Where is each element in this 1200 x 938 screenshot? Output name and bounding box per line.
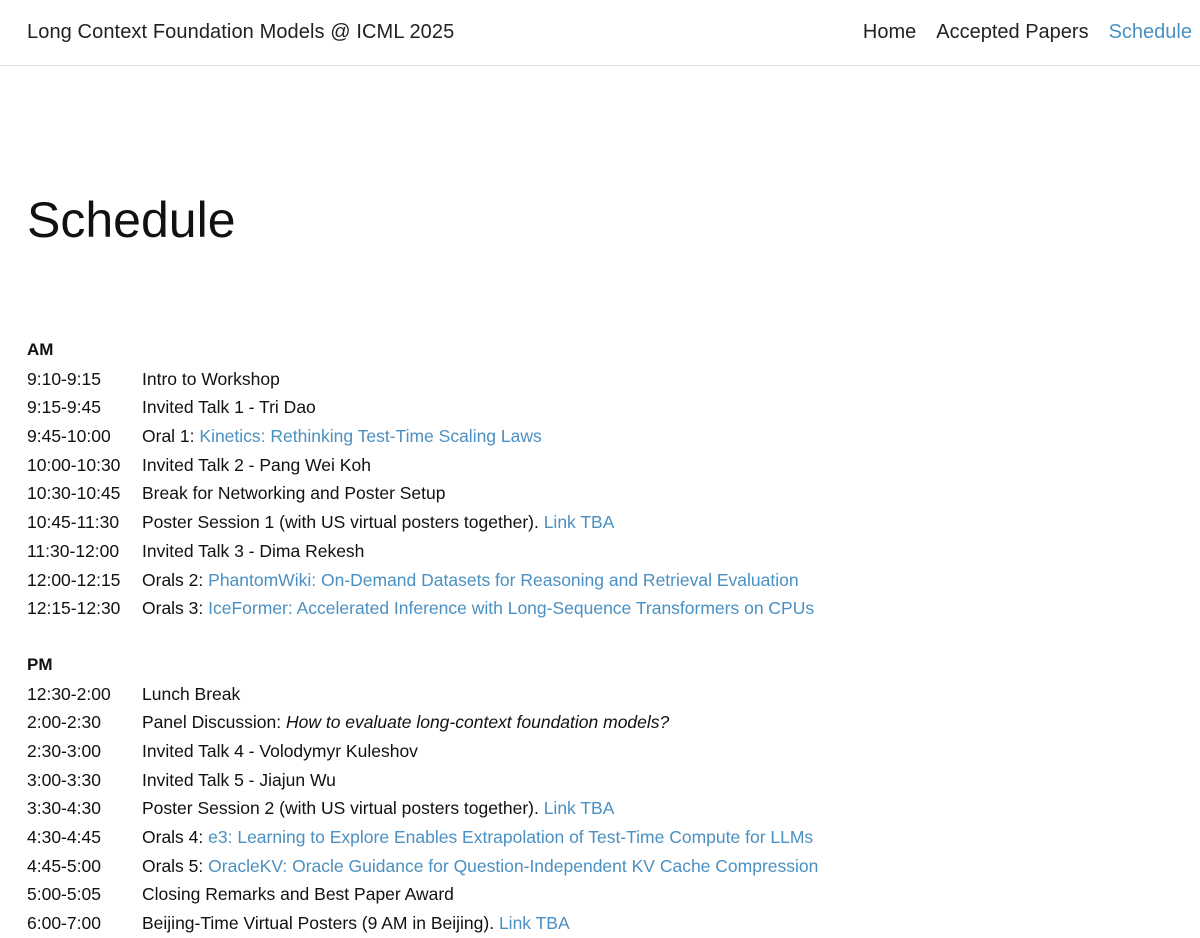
time-slot: 4:30-4:45 bbox=[27, 827, 101, 847]
nav-schedule[interactable]: Schedule bbox=[1108, 21, 1192, 43]
schedule-row bbox=[27, 393, 1200, 422]
event-description bbox=[142, 794, 614, 823]
time-slot: 12:00-12:15 bbox=[27, 569, 121, 590]
schedule-row bbox=[27, 852, 1200, 881]
schedule-row bbox=[27, 479, 1200, 508]
site-title-link[interactable]: Long Context Foundation Models @ ICML 2025 bbox=[27, 21, 455, 43]
main-content bbox=[0, 192, 1200, 938]
schedule-row bbox=[27, 566, 1200, 595]
event-text: Lunch Break bbox=[142, 683, 241, 704]
event-link[interactable]: OracleKV: Oracle Guidance for Question-Independent KV Cache Compression bbox=[208, 855, 819, 876]
event-link[interactable]: IceFormer: Accelerated Inference with Long-Sequence Transformers on CPUs bbox=[208, 598, 815, 619]
main-nav bbox=[863, 21, 1192, 44]
event-text: Poster Session 1 (with US virtual posters together). bbox=[142, 512, 544, 533]
schedule-row bbox=[27, 451, 1200, 480]
time-slot: 5:00-5:05 bbox=[27, 884, 101, 905]
event-description bbox=[142, 708, 669, 737]
event-text: Orals 4: bbox=[142, 827, 209, 847]
event-text: Orals 5: bbox=[142, 855, 209, 876]
schedule-section-pm bbox=[27, 651, 1200, 938]
event-link[interactable]: PhantomWiki: On-Demand Datasets for Reasoning and Retrieval Evaluation bbox=[208, 569, 799, 590]
time-slot: 4:45-5:00 bbox=[27, 855, 101, 876]
event-description bbox=[142, 737, 418, 766]
event-text: Panel Discussion: bbox=[142, 712, 286, 733]
event-text: Break for Networking and Poster Setup bbox=[142, 483, 446, 504]
schedule-row bbox=[27, 909, 1200, 938]
event-text: Intro to Workshop bbox=[142, 368, 280, 389]
time-slot: 3:00-3:30 bbox=[27, 769, 101, 790]
schedule-table bbox=[27, 336, 1200, 938]
schedule-row bbox=[27, 508, 1200, 537]
event-text: Invited Talk 2 - Pang Wei Koh bbox=[142, 454, 371, 475]
schedule-row bbox=[27, 823, 1200, 852]
event-link[interactable]: e3: Learning to Explore Enables Extrapolation of Test-Time Compute for LLMs bbox=[208, 827, 814, 847]
event-text: Poster Session 2 (with US virtual posters together). bbox=[142, 798, 544, 819]
event-description bbox=[142, 909, 570, 938]
time-slot: 10:30-10:45 bbox=[27, 483, 121, 504]
schedule-row bbox=[27, 537, 1200, 566]
event-text: Beijing-Time Virtual Posters (9 AM in Beijing). bbox=[142, 913, 499, 934]
event-text: Invited Talk 3 - Dima Rekesh bbox=[142, 540, 365, 561]
nav-accepted-papers[interactable]: Accepted Papers bbox=[936, 21, 1089, 43]
schedule-row bbox=[27, 365, 1200, 394]
time-slot: 10:45-11:30 bbox=[27, 512, 120, 533]
time-slot: 10:00-10:30 bbox=[27, 454, 121, 475]
event-link[interactable]: Kinetics: Rethinking Test-Time Scaling Laws bbox=[199, 426, 542, 447]
time-slot: 11:30-12:00 bbox=[27, 540, 120, 561]
nav-home[interactable]: Home bbox=[862, 21, 917, 43]
schedule-row bbox=[27, 737, 1200, 766]
schedule-row bbox=[27, 680, 1200, 709]
event-text: Invited Talk 1 - Tri Dao bbox=[142, 397, 316, 418]
section-heading: PM bbox=[27, 654, 53, 674]
event-emphasis: How to evaluate long-context foundation models? bbox=[285, 712, 670, 733]
event-description bbox=[142, 365, 280, 394]
top-navbar bbox=[0, 0, 1200, 66]
event-description bbox=[142, 566, 799, 595]
time-slot: 3:30-4:30 bbox=[27, 798, 101, 819]
schedule-section-am bbox=[27, 336, 1200, 623]
time-slot: 12:30-2:00 bbox=[27, 683, 111, 704]
section-heading: AM bbox=[27, 340, 54, 359]
event-description bbox=[142, 508, 614, 537]
event-text: Orals 3: bbox=[142, 598, 209, 619]
event-description bbox=[142, 479, 446, 508]
event-text: Closing Remarks and Best Paper Award bbox=[142, 884, 454, 905]
schedule-row bbox=[27, 794, 1200, 823]
time-slot: 9:45-10:00 bbox=[27, 426, 111, 447]
event-text: Invited Talk 4 - Volodymyr Kuleshov bbox=[142, 740, 418, 761]
schedule-row bbox=[27, 422, 1200, 451]
event-description bbox=[142, 594, 814, 623]
event-description bbox=[142, 537, 364, 566]
time-slot: 9:15-9:45 bbox=[27, 397, 101, 418]
event-text: Orals 2: bbox=[142, 569, 209, 590]
page-title: Schedule bbox=[27, 192, 236, 248]
schedule-row bbox=[27, 594, 1200, 623]
event-description bbox=[142, 852, 818, 881]
time-slot: 12:15-12:30 bbox=[27, 598, 121, 619]
time-slot: 2:00-2:30 bbox=[27, 712, 101, 733]
schedule-row bbox=[27, 880, 1200, 909]
event-link[interactable]: Link TBA bbox=[498, 913, 570, 934]
event-description bbox=[142, 422, 542, 451]
time-slot: 9:10-9:15 bbox=[27, 368, 101, 389]
time-slot: 2:30-3:00 bbox=[27, 740, 101, 761]
event-description bbox=[142, 823, 813, 852]
event-link[interactable]: Link TBA bbox=[543, 512, 615, 533]
event-description bbox=[142, 451, 371, 480]
schedule-row bbox=[27, 708, 1200, 737]
event-description bbox=[142, 880, 454, 909]
schedule-row bbox=[27, 766, 1200, 795]
event-text: Oral 1: bbox=[142, 426, 200, 447]
event-description bbox=[142, 393, 316, 422]
event-description bbox=[142, 766, 336, 795]
event-description bbox=[142, 680, 240, 709]
event-text: Invited Talk 5 - Jiajun Wu bbox=[142, 769, 336, 790]
time-slot: 6:00-7:00 bbox=[27, 913, 101, 934]
event-link[interactable]: Link TBA bbox=[543, 798, 615, 819]
